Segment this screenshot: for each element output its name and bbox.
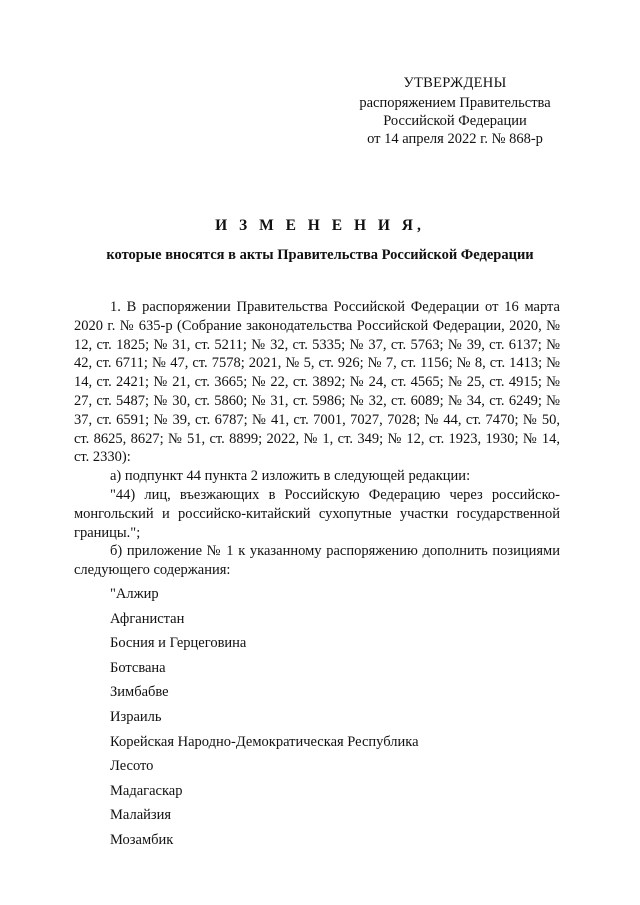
paragraph-1: 1. В распоряжении Правительства Российской Федерации от 16 марта 2020 г. № 635-р (Собрание законодательства Российской Федерации, 2020, № 12, ст. 1825; № 31, ст. 5211; № 32, ст. 5335; № 37, ст. 5763; № 39, ст. 6137; № 42, ст. 6711; № 47, ст. 7578; 2021, № 5, ст. 926; № 7, ст. 1156; № 8, ст. 1413; № 14, ст. 2421; № 21, ст. 3665; № 22, ст. 3892; № 24, ст. 4565; № 25, ст. 4915; № 27, ст. 5487; № 30, ст. 5860; № 31, ст. 5986; № 32, ст. 6089; № 34, ст. 6249; № 37, ст. 6591; № 39, ст. 6787; № 41, ст. 7001, 7027, 7028; № 44, ст. 7470; № 50, ст. 8625, 8627; № 51, ст. 8899; 2022, № 1, ст. 349; № 12, ст. 1923, 1930; № 14, ст. 2330): [74, 299, 560, 466]
approval-block [340, 74, 570, 148]
paragraph-3: "44) лиц, въезжающих в Российскую Федерацию через российско-монгольский и российско-китайский сухопутные участки государственной границы."; [74, 486, 560, 541]
list-item: Афганистан [110, 610, 185, 627]
list-item: "Алжир [110, 585, 159, 602]
list-item: Босния и Герцеговина [110, 635, 247, 652]
paragraph-2: а) подпункт 44 пункта 2 изложить в следующей редакции: [110, 468, 471, 485]
document-body [74, 298, 560, 852]
approval-line-1: распоряжением Правительства [359, 95, 551, 111]
approval-line-3: от 14 апреля 2022 г. № 868-р [367, 131, 543, 147]
list-item: Ботсвана [110, 659, 166, 676]
approval-title: УТВЕРЖДЕНЫ [403, 75, 507, 91]
list-item: Малайзия [110, 807, 172, 824]
list-item: Лесото [110, 758, 154, 775]
approval-line-2: Российской Федерации [383, 113, 527, 129]
country-list [74, 582, 560, 853]
document-title: И З М Е Н Е Н И Я, [215, 217, 425, 234]
list-item: Корейская Народно-Демократическая Республика [110, 733, 419, 750]
list-item: Мозамбик [110, 831, 174, 848]
paragraph-4: б) приложение № 1 к указанному распоряжению дополнить позициями следующего содержания: [74, 543, 560, 579]
list-item: Мадагаскар [110, 782, 183, 799]
document-subtitle: которые вносятся в акты Правительства Российской Федерации [106, 247, 534, 263]
list-item: Израиль [110, 708, 162, 725]
list-item: Зимбабве [110, 684, 169, 701]
